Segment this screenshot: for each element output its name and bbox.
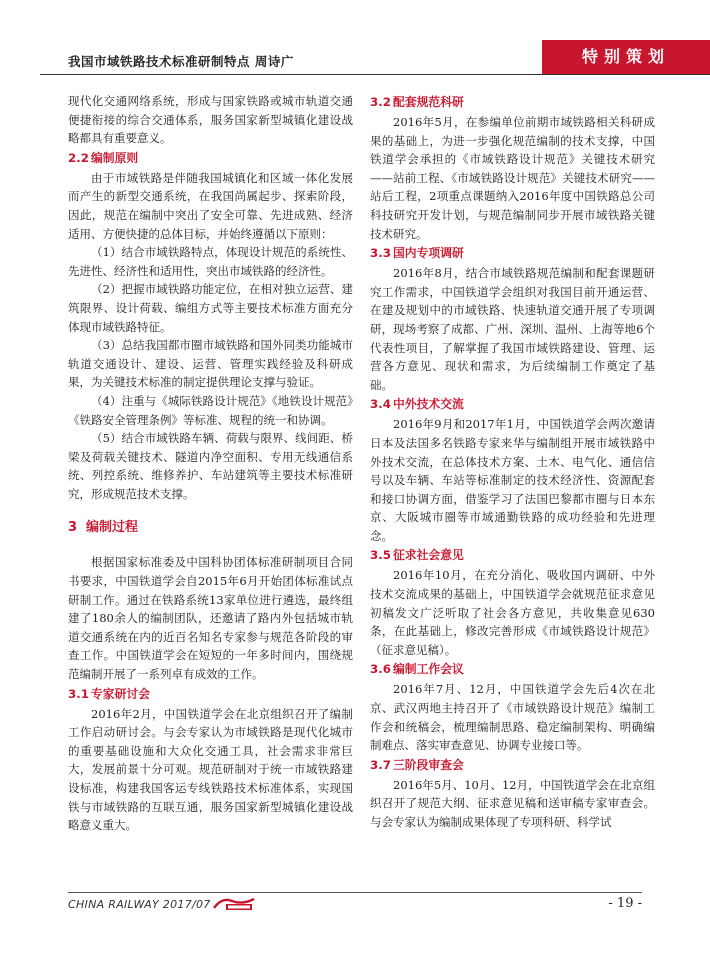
page-header xyxy=(0,40,710,76)
paragraph: 2016年9月和2017年1月，中国铁道学会两次邀请日本及法国多名铁路专家来华与编制组开展市域铁路中外技术交流，在总体技术方案、土木、电气化、通信信号以及车辆、车站等标准制定的技术经济性、资源配套和接口协调方面，借鉴学习了法国巴黎都市圈与日本东京、大阪城市圈等市域通勤铁路的成功经验和先进理念。 xyxy=(370,417,655,543)
paragraph: 根据国家标准委及中国科协团体标准研制项目合同书要求，中国铁道学会自2015年6月开始团体标准试点研制工作。通过在铁路系统13家单位进行遴选，最终组建了180余人的编制团队，还邀请了路内外包括城市轨道交通系统在内的近百名知名专家参与规范各阶段的审查工作。中国铁道学会在短短的一年多时间内，围绕规范编制开展了一系列卓有成效的工作。 xyxy=(68,555,353,682)
section-title: 三阶段审查会 xyxy=(393,757,464,772)
section-title: 国内专项调研 xyxy=(393,246,464,261)
section-number: 2.2 xyxy=(68,150,89,165)
paragraph: （2）把握市域铁路功能定位，在相对独立运营、建筑限界、设计荷载、编组方式等主要技术标准方面充分体现市域铁路特征。 xyxy=(68,282,353,334)
section-title: 中外技术交流 xyxy=(393,397,464,412)
section-heading-3-4 xyxy=(370,395,655,414)
paragraph: 2016年8月，结合市域铁路规范编制和配套课题研究工作需求，中国铁道学会组织对我国目前开通运营、在建及规划中的市域铁路、快速轨道交通开展了专项调研，现场考察了成都、广州、深圳、温州、上海等地6个代表性项目，了解掌握了我国市域铁路建设、管理、运营各方意见、现状和需求，为后续编制工作奠定了基础。 xyxy=(370,266,655,392)
paragraph: 2016年5月、10月、12月，中国铁道学会在北京组织召开了规范大纲、征求意见稿和送审稿专家审查会。与会专家认为编制成果体现了专项科研、科学试 xyxy=(370,777,655,829)
paragraph: 2016年7月、12月，中国铁道学会先后4次在北京、武汉两地主持召开了《市域铁路设计规范》编制工作会和统稿会，梳理编制思路、稳定编制架构、明确编制难点、落实审查意见、协调专业接口等。 xyxy=(370,682,655,753)
paragraph: （5）结合市域铁路车辆、荷载与限界、线间距、桥梁及荷载关键技术、隧道内净空面积、专用无线通信系统、列控系统、维修养护、车站建筑等主要技术标准研究，形成规范技术支撑。 xyxy=(68,431,353,501)
section-title: 配套规范科研 xyxy=(393,95,464,109)
section-heading-3-2 xyxy=(370,93,655,112)
section-title: 编制原则 xyxy=(91,150,139,165)
section-heading-2-2 xyxy=(68,149,353,168)
section-number: 3.6 xyxy=(370,662,391,677)
footer-rule xyxy=(68,892,642,893)
section-number: 3.2 xyxy=(370,95,391,109)
paragraph: （1）结合市域铁路特点，体现设计规范的系统性、先进性、经济性和适用性，突出市域铁路的经济性。 xyxy=(68,245,353,278)
section-number: 3.3 xyxy=(370,246,391,261)
section-heading-3-5 xyxy=(370,546,655,565)
section-title: 编制过程 xyxy=(86,520,139,536)
paragraph: （4）注重与《城际铁路设计规范》《地铁设计规范》《铁路安全管理条例》等标准、规程的统一和协调。 xyxy=(68,393,353,427)
section-heading-3-7 xyxy=(370,756,655,775)
paragraph: 2016年2月，中国铁道学会在北京组织召开了编制工作启动研讨会。与会专家认为市域铁路是现代化城市的重要基础设施和大众化交通工具，社会需求非常巨大，发展前景十分可观。规范研制对于统一市域铁路建设标准，构建我国客运专线铁路技术标准体系，实现国铁与市域铁路的互联互通，服务国家新型城镇化建设战略意义重大。 xyxy=(68,706,353,833)
section-tab: 特别策划 xyxy=(542,40,710,74)
section-heading-3-1 xyxy=(68,685,353,704)
page-number: - 19 - xyxy=(608,896,642,911)
section-number: 3 xyxy=(68,520,78,536)
section-title: 征求社会意见 xyxy=(393,548,464,563)
section-title: 编制工作会议 xyxy=(393,662,464,677)
journal-name: CHINA RAILWAY 2017/07 xyxy=(68,898,211,911)
running-title: 我国市域铁路技术标准研制特点 周诗广 xyxy=(68,54,294,69)
section-heading-3 xyxy=(68,517,353,539)
paragraph: （3）总结我国都市圈市域铁路和国外同类功能城市轨道交通设计、建设、运营、管理实践经验及科研成果，为关键技术标准的制定提供理论支撑与验证。 xyxy=(68,338,353,390)
paragraph: 2016年5月，在参编单位前期市域铁路相关科研成果的基础上，为进一步强化规范编制的技术支撑，中国铁道学会承担的《市域铁路设计规范》关键技术研究——站前工程、《市域铁路设计规范》关键技术研究——站后工程，2项重点课题纳入2016年度中国铁路总公司科技研究开发计划，与规范编制同步开展市域铁路关键技术研究。 xyxy=(370,115,655,241)
paragraph: 2016年10月，在充分消化、吸收国内调研、中外技术交流成果的基础上，中国铁道学会就规范征求意见初稿发文广泛听取了社会各方意见，共收集意见630条，在此基础上，修改完善形成《市域铁路设计规范》（征求意见稿）。 xyxy=(370,568,655,657)
journal-logo xyxy=(212,895,256,913)
section-number: 3.4 xyxy=(370,397,391,412)
left-column xyxy=(68,92,353,835)
section-number: 3.7 xyxy=(370,757,391,772)
header-rule xyxy=(40,74,710,75)
section-title: 专家研讨会 xyxy=(91,686,150,701)
section-number: 3.5 xyxy=(370,548,391,563)
intro-paragraph: 现代化交通网络系统，形成与国家铁路或城市轨道交通便捷衔接的综合交通体系，服务国家新型城镇化建设战略都具有重要意义。 xyxy=(68,94,353,146)
section-heading-3-6 xyxy=(370,660,655,679)
section-heading-3-3 xyxy=(370,244,655,263)
paragraph: 由于市域铁路是伴随我国城镇化和区域一体化发展而产生的新型交通系统，在我国尚属起步、探索阶段，因此，规范在编制中突出了安全可靠、先进成熟、经济适用、方便快捷的总体目标，并始终遵循以下原则： xyxy=(68,170,353,241)
section-number: 3.1 xyxy=(68,686,89,701)
right-column xyxy=(370,92,655,832)
